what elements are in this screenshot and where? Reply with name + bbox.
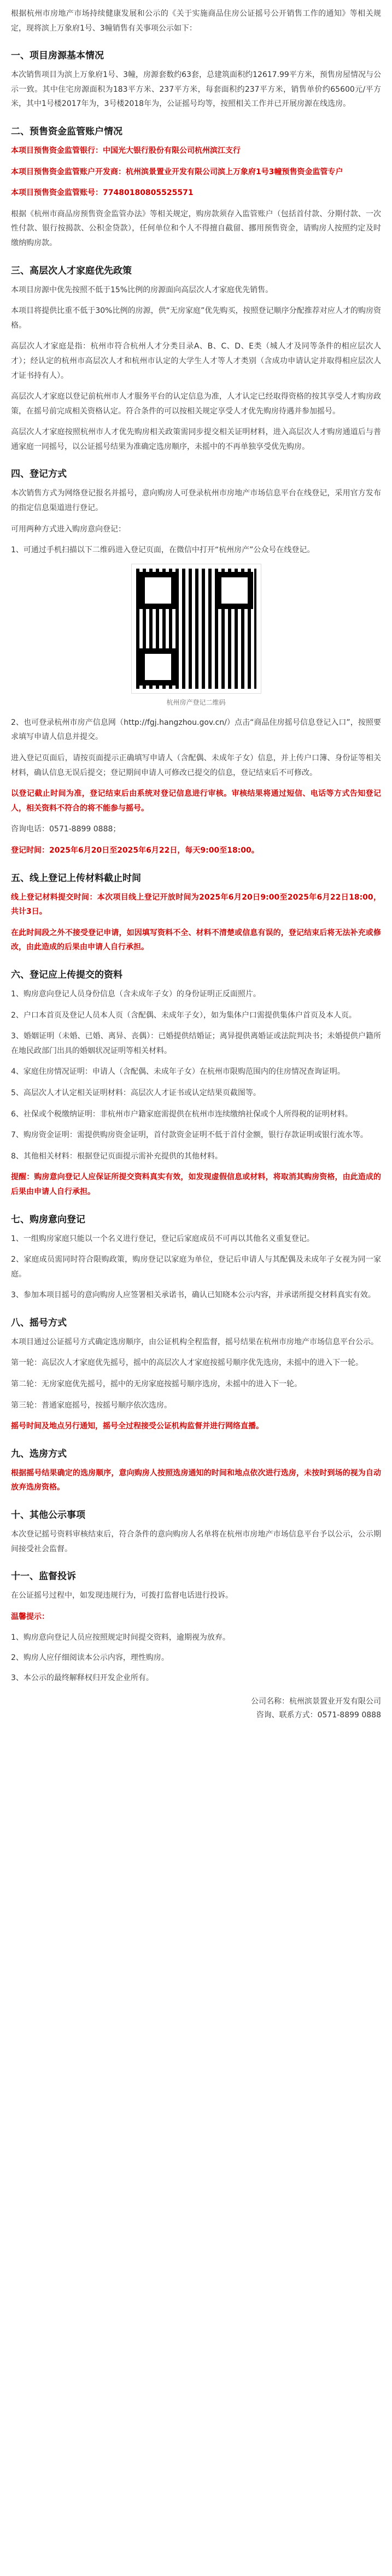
section-paragraph: 8、其他相关材料：根据登记页面提示需补充提供的其他材料。: [11, 1151, 223, 1161]
section-paragraph: 5、高层次人才认定相关证明材料：高层次人才证书或认定结果页截图等。: [11, 1088, 261, 1097]
section-paragraph: 本次销售方式为网络登记报名并摇号，意向购房人可登录杭州市房地产市场信息平台在线登记，采用官方发布的指定信息渠道进行登记。: [11, 489, 381, 513]
footer-contact: 咨询、联系方式：0571-8899 0888: [256, 1711, 381, 1720]
section-paragraph: 摇号时间及地点另行通知，摇号全过程接受公证机构监督并进行网络直播。: [11, 1422, 264, 1431]
section-paragraph: 高层次人才家庭是指：杭州市符合杭州人才分类目录A、B、C、D、E类（城人才及同等条件的相应层次人才）；经认定的杭州市高层次人才和杭州市认定的大学生人才等人才类别（含成功申请认定并取得相应层次人才证书持有人）。: [11, 342, 381, 380]
section-paragraph: 本项目通过公证摇号方式确定选房顺序，由公证机构全程监督，摇号结果在杭州市房地产市场信息平台公示。: [11, 1337, 378, 1346]
section-paragraph: 2、也可登录杭州市房产信息网（http://fgj.hangzhou.gov.cn/）点击“商品住房摇号信息登记入口”，按照要求填写申请人信息并提交。: [11, 718, 381, 742]
section-paragraph: 1、可通过手机扫描以下二维码进入登记页面，在微信中打开“杭州房产”公众号在线登记。: [11, 546, 315, 555]
section-paragraph: 6、社保或个税缴纳证明：非杭州市户籍家庭需提供在杭州市连续缴纳社保或个人所得税的证明材料。: [11, 1109, 353, 1119]
intro-text: 根据杭州市房地产市场持续健康发展和公示的《关于实施商品住房公证摇号公开销售工作的通知》等相关规定，现将滨上万象府1号、3幢销售有关事项公示如下：: [11, 9, 381, 33]
section-paragraph: 根据《杭州市商品房预售资金监管办法》等相关规定，购房款须存入监管账户（包括首付款、分期付款、一次性付款、银行按揭款、公积金贷款），任何单位和个人不得擅自截留、挪用预售资金，请购房人按照约定及时缴纳购房款。: [11, 209, 381, 247]
section-paragraph: 线上登记材料提交时间：本次项目线上登记开放时间为2025年6月20日9:00至2025年6月22日18:00，共计3日。: [11, 893, 381, 917]
section-paragraph: 本项目预售资金监管账户开发商：杭州滨景置业开发有限公司滨上万象府1号3幢预售资金监管专户: [11, 167, 343, 176]
section-paragraph: 本次登记摇号资料审核结束后，符合条件的意向购房人名单将在杭州市房地产市场信息平台予以公示，公示期间接受社会监督。: [11, 1530, 381, 1553]
section-paragraph: 可用两种方式进入购房意向登记：: [11, 524, 126, 534]
section-title: 一、项目房源基本情况: [11, 50, 104, 62]
section-title: 三、高层次人才家庭优先政策: [11, 265, 132, 276]
tips-block: [11, 1610, 381, 1685]
section-paragraph: 进入登记页面后，请按页面提示正确填写申请人（含配偶、未成年子女）信息，并上传户口簿、身份证等相关材料，确认信息无误后提交；登记期间申请人可修改已提交的信息，登记结束后不可修改。: [11, 754, 381, 777]
section-paragraph: 1、购房意向登记人员身份信息（含未成年子女）的身份证明正反面照片。: [11, 989, 261, 999]
section-paragraph: 本项目预售资金监管银行：中国光大银行股份有限公司杭州滨江支行: [11, 146, 241, 155]
section-paragraph: 4、家庭住房情况证明：申请人（含配偶、未成年子女）在杭州市限购范围内的住房情况查询证明。: [11, 1067, 345, 1077]
section-paragraph: 1、一组购房家庭只能以一个名义进行登记，登记后家庭成员不可再以其他名义重复登记。: [11, 1234, 314, 1243]
section-paragraph: 登记时间：2025年6月20日至2025年6月22日，每天9:00至18:00。: [11, 846, 259, 855]
sections-container: [11, 48, 381, 1603]
section-paragraph: 本次销售项目为滨上万象府1号、3幢，房源套数约63套，总建筑面积约12617.99平方米，预售房屋情况与公示一致。其中住宅房源面积为183平方米、237平方米，每套面积约237平方米，销售单价约65600元/平方米，其中1号楼2017年为，3号楼2018年为，公证摇号均等，按照相关工作并已开展房源在线选房。: [11, 70, 381, 109]
section-paragraph: 咨询电话：0571-8899 0888；: [11, 825, 121, 834]
section-title: 八、摇号方式: [11, 1317, 67, 1328]
section-paragraph: 高层次人才家庭按照杭州市人才优先购房相关政策需同步提交相关证明材料，进入高层次人才购房通道后与普通家庭一同摇号，以公证摇号结果为准确定选房顺序，未摇中的不再单独享受优先购房。: [11, 428, 381, 451]
section-paragraph: 以登记截止时间为准，登记结束后由系统对登记信息进行审核。审核结果将通过短信、电话等方式告知登记人，相关资料不符合的将不能参与摇号。: [11, 789, 381, 813]
section-paragraph: 2、户口本首页及登记人员本人页（含配偶、未成年子女），如为集体户口需提供集体户首页及本人页。: [11, 1011, 356, 1020]
section-paragraph: 提醒：购房意向登记人应保证所提交资料真实有效，如发现虚假信息或材料，将取消其购房资格，由此造成的后果由申请人自行承担。: [11, 1173, 381, 1196]
tip-item: 2、购房人应仔细阅读本公示内容，理性购房。: [11, 1653, 169, 1662]
section-title: 九、选房方式: [11, 1448, 67, 1460]
section-paragraph: 2、家庭成员需同时符合限购政策，购房登记以家庭为单位，登记后申请人与其配偶及未成年子女视为同一家庭。: [11, 1255, 381, 1279]
tips-list: [11, 1630, 381, 1685]
section-paragraph: 3、参加本项目摇号的意向购房人应签署相关承诺书，确认已知晓本公示内容，并承诺所提交材料真实有效。: [11, 1291, 376, 1300]
section-paragraph: 根据摇号结果确定的选房顺序，意向购房人按照选房通知的时间和地点依次进行选房，未按时到场的视为自动放弃选房资格。: [11, 1468, 381, 1492]
section-paragraph: 第二轮：无房家庭优先摇号，摇中的无房家庭按摇号顺序选房，未摇中的进入下一轮。: [11, 1380, 302, 1389]
section-title: 十、其他公示事项: [11, 1510, 85, 1521]
section-paragraph: 7、购房资金证明：需提供购房资金证明，首付款资金证明不低于首付金额，银行存款证明或银行流水等。: [11, 1131, 368, 1140]
section-title: 十一、监督投诉: [11, 1571, 76, 1582]
section-paragraph: 3、婚姻证明（未婚、已婚、离异、丧偶）：已婚提供结婚证；离异提供离婚证或法院判决书；未婚提供户籍所在地民政部门出具的婚姻状况证明等相关材料。: [11, 1032, 381, 1055]
tips-title: 温馨提示：: [11, 1612, 49, 1621]
footer: [11, 1695, 381, 1722]
section-paragraph: 本项目将提供比重不低于30%比例的房源，供“无房家庭”优先购买，按照登记顺序分配推荐对应人才的购房资格。: [11, 306, 381, 330]
tip-item: 1、购房意向登记人员应按照规定时间提交资料，逾期视为放弃。: [11, 1633, 230, 1643]
section-title: 二、预售资金监管账户情况: [11, 126, 122, 137]
qr-code-icon[interactable]: [132, 564, 261, 693]
tip-item: 3、本公示的最终解释权归开发企业所有。: [11, 1673, 154, 1682]
qr-caption: 杭州房产登记二维码: [166, 698, 226, 706]
section-paragraph: 在公证摇号过程中，如发现违规行为，可拨打监督电话进行投诉。: [11, 1591, 233, 1600]
footer-company: 公司名称：杭州滨景置业开发有限公司: [251, 1697, 381, 1706]
section-title: 六、登记应上传提交的资料: [11, 969, 122, 980]
section-title: 四、登记方式: [11, 469, 67, 480]
section-title: 五、线上登记上传材料截止时间: [11, 872, 141, 884]
section-paragraph: 高层次人才家庭以登记前杭州市人才服务平台的认定信息为准，人才认定已经取得资格的按其享受人才购房政策，在摇号前完成相关资格认定。符合条件的可以按相关规定享受人才优先购房待遇并参加摇号。: [11, 392, 381, 416]
section-paragraph: 第三轮：普通家庭摇号，按摇号顺序依次选房。: [11, 1401, 172, 1410]
announcement-page: [0, 7, 392, 1723]
section-title: 七、购房意向登记: [11, 1214, 85, 1225]
section-paragraph: 在此时间段之外不接受登记申请，如因填写资料不全、材料不清楚或信息有误的，登记结束后将无法补充或修改，由此造成的后果由申请人自行承担。: [11, 928, 381, 952]
section-paragraph: 本项目预售资金监管账号：77480180805525571: [11, 188, 194, 198]
qr-block: [11, 564, 381, 707]
section-paragraph: 第一轮：高层次人才家庭优先摇号，摇中的高层次人才家庭按摇号顺序优先选房，未摇中的进入下一轮。: [11, 1358, 363, 1368]
section-paragraph: 本项目房源中优先按照不低于15%比例的房源面向高层次人才家庭优先销售。: [11, 285, 273, 294]
